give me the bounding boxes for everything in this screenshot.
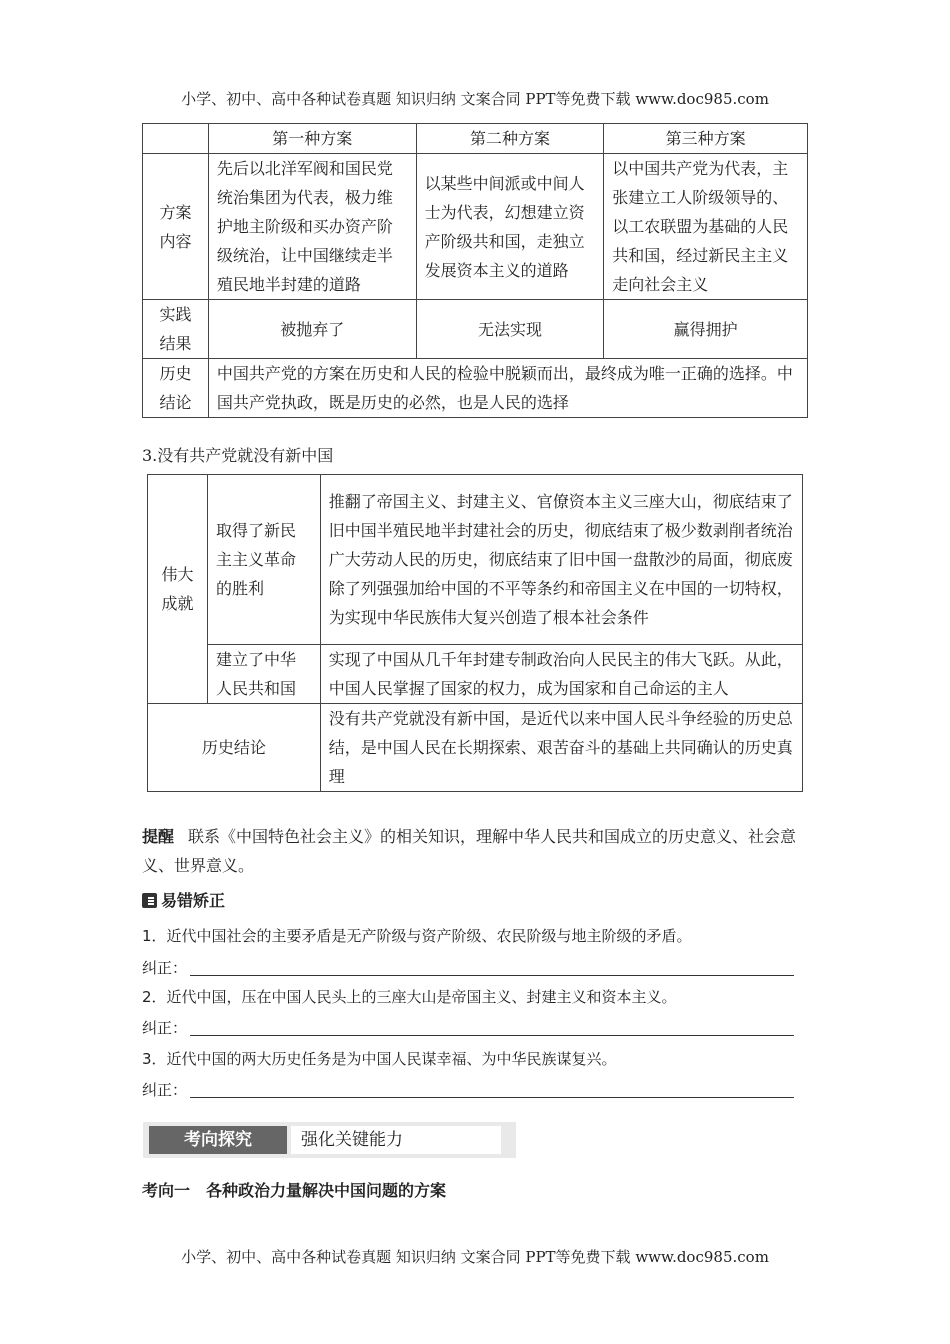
achievement-1-text: 推翻了帝国主义、封建主义、官僚资本主义三座大山，彻底结束了旧中国半殖民地半封建社会的历史，彻底结束了极少数剥削者统治广大劳动人民的历史，彻底结束了旧中国一盘散沙的局面，彻底废除了列强强加给中国的不平等条约和帝国主义在中国的一切特权，为实现中华民族伟大复兴创造了根本社会条件 <box>320 475 802 645</box>
header-empty <box>143 124 209 154</box>
correct-label-2: 纠正： <box>142 1019 188 1037</box>
correct-line-3[interactable] <box>190 1097 794 1098</box>
row-label-conclusion: 历史 结论 <box>143 359 209 418</box>
achievement-group-label: 伟大 成就 <box>148 475 208 704</box>
error-correction-icon <box>142 893 157 908</box>
history-conclusion-text: 没有共产党就没有新中国，是近代以来中国人民斗争经验的历史总结，是中国人民在长期探索、艰苦奋斗的基础上共同确认的历史真理 <box>320 704 802 792</box>
achievement-2-label: 建立了中华人民共和国 <box>207 645 320 704</box>
error-item-3: 3．近代中国的两大历史任务是为中国人民谋幸福、为中华民族谋复兴。 <box>142 1050 617 1068</box>
error-item-1: 1．近代中国社会的主要矛盾是无产阶级与资产阶级、农民阶级与地主阶级的矛盾。 <box>142 927 692 945</box>
scheme-3-result: 赢得拥护 <box>604 300 808 359</box>
topic-1-title: 考向一 各种政治力量解决中国问题的方案 <box>142 1181 447 1200</box>
banner-title: 考向探究 <box>149 1126 287 1154</box>
row-label-result: 实践 结果 <box>143 300 209 359</box>
achievement-1-label: 取得了新民主主义革命的胜利 <box>207 475 320 645</box>
achievement-2-text: 实现了中国从几千年封建专制政治向人民民主的伟大飞跃。从此，中国人民掌握了国家的权力，成为国家和自己命运的主人 <box>320 645 802 704</box>
scheme-2-result: 无法实现 <box>416 300 604 359</box>
header-scheme-3: 第三种方案 <box>604 124 808 154</box>
header-scheme-2: 第二种方案 <box>416 124 604 154</box>
history-conclusion-label: 历史结论 <box>148 704 321 792</box>
reminder-label: 提醒 <box>142 827 175 846</box>
reminder <box>142 822 810 880</box>
correct-label-3: 纠正： <box>142 1081 188 1099</box>
errors-title: 易错矫正 <box>161 891 226 910</box>
banner-subtitle: 强化关键能力 <box>291 1126 501 1154</box>
page-footer: 小学、初中、高中各种试卷真题 知识归纳 文案合同 PPT等免费下载 www.doc985.com <box>181 1248 769 1266</box>
conclusion-text: 中国共产党的方案在历史和人民的检验中脱颖而出，最终成为唯一正确的选择。中国共产党执政，既是历史的必然，也是人民的选择 <box>208 359 807 418</box>
scheme-3-content: 以中国共产党为代表，主张建立工人阶级领导的、以工农联盟为基础的人民共和国，经过新民主主义走向社会主义 <box>604 154 808 300</box>
scheme-2-content: 以某些中间派或中间人士为代表，幻想建立资产阶级共和国，走独立发展资本主义的道路 <box>416 154 604 300</box>
scheme-1-content: 先后以北洋军阀和国民党统治集团为代表，极力维护地主阶级和买办资产阶级统治，让中国继续走半殖民地半封建的道路 <box>208 154 416 300</box>
row-label-content: 方案 内容 <box>143 154 209 300</box>
errors-section <box>142 888 225 911</box>
error-item-2: 2．近代中国，压在中国人民头上的三座大山是帝国主义、封建主义和资本主义。 <box>142 988 677 1006</box>
achievement-table <box>147 474 803 792</box>
correct-label-1: 纠正： <box>142 959 188 977</box>
section-3-title: 3.没有共产党就没有新中国 <box>142 446 334 465</box>
reminder-text: 联系《中国特色社会主义》的相关知识，理解中华人民共和国成立的历史意义、社会意义、世界意义。 <box>142 827 797 875</box>
scheme-1-result: 被抛弃了 <box>208 300 416 359</box>
correct-line-2[interactable] <box>190 1035 794 1036</box>
page-header: 小学、初中、高中各种试卷真题 知识归纳 文案合同 PPT等免费下载 www.doc985.com <box>181 90 769 108</box>
section-banner <box>143 1122 516 1158</box>
scheme-table <box>142 123 808 418</box>
correct-line-1[interactable] <box>190 975 794 976</box>
header-scheme-1: 第一种方案 <box>208 124 416 154</box>
